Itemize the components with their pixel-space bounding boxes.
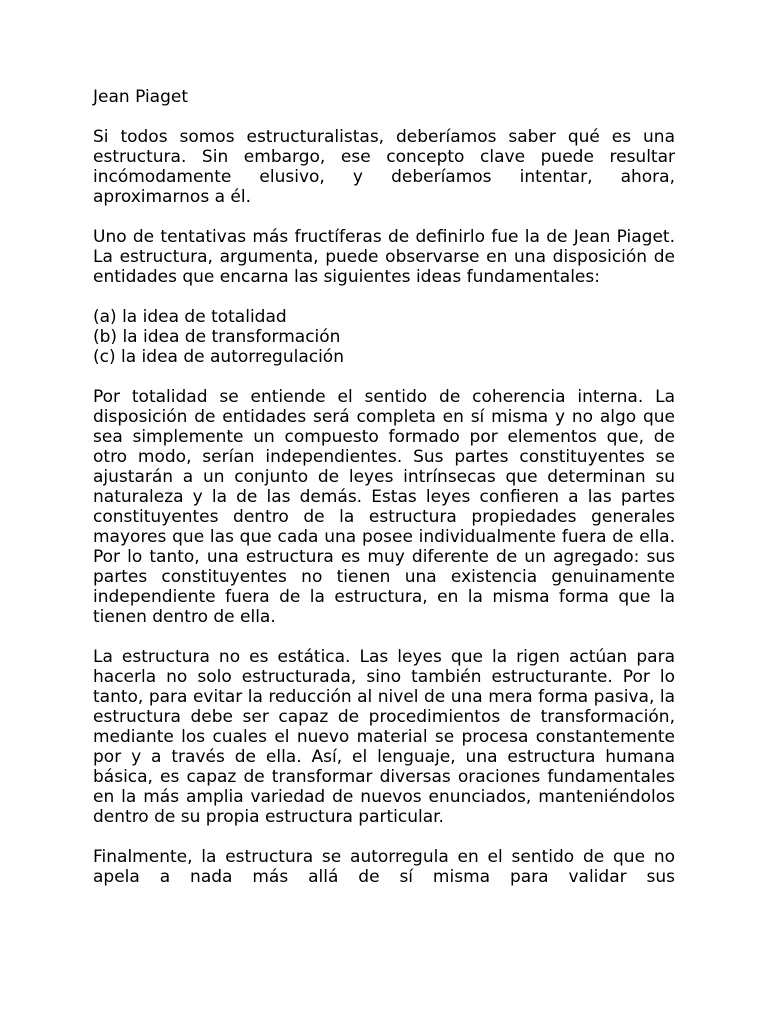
paragraph-piaget-definition: Uno de tentativas más fructíferas de definirlo fue la de Jean Piaget. La estructura, argumenta, puede observarse en una disposición de entidades que encarna las siguientes ideas fundamentales:: [93, 227, 675, 287]
document-title: Jean Piaget: [93, 87, 189, 107]
paragraph-intro: Si todos somos estructuralistas, deberíamos saber qué es una estructura. Sin embargo, ese concepto clave puede resultar incómodamente elusivo, y deberíamos intentar, ahora, aproximarnos a él.: [93, 127, 675, 207]
ideas-list: [93, 307, 675, 367]
paragraph-transformacion: La estructura no es estática. Las leyes que la rigen actúan para hacerla no solo estructurada, sino también estructurante. Por lo tanto, para evitar la reducción al nivel de una mera forma pasiva, la estructura debe ser capaz de procedimientos de transformación, mediante los cuales el nuevo material se procesa constantemente por y a través de ella. Así, el lenguaje, una estructura humana básica, es capaz de transformar diversas oraciones fundamentales en la más amplia variedad de nuevos enunciados, manteniéndolos dentro de su propia estructura particular.: [93, 647, 675, 827]
list-item-transformacion: (b) la idea de transformación: [93, 327, 341, 347]
paragraph-totalidad: Por totalidad se entiende el sentido de coherencia interna. La disposición de entidades será completa en sí misma y no algo que sea simplemente un compuesto formado por elementos que, de otro modo, serían independientes. Sus partes constituyentes se ajustarán a un conjunto de leyes intrínsecas que determinan su naturaleza y la de las demás. Estas leyes confieren a las partes constituyentes dentro de la estructura propiedades generales mayores que las que cada una posee individualmente fuera de ella. Por lo tanto, una estructura es muy diferente de un agregado: sus partes constituyentes no tienen una existencia genuinamente independiente fuera de la estructura, en la misma forma que la tienen dentro de ella.: [93, 387, 675, 627]
list-item-autorregulacion: (c) la idea de autorregulación: [93, 347, 344, 367]
paragraph-autorregulacion: Finalmente, la estructura se autorregula en el sentido de que no apela a nada más allá de sí misma para validar sus: [93, 847, 675, 887]
document-page: [93, 87, 675, 907]
list-item-totalidad: (a) la idea de totalidad: [93, 307, 287, 327]
